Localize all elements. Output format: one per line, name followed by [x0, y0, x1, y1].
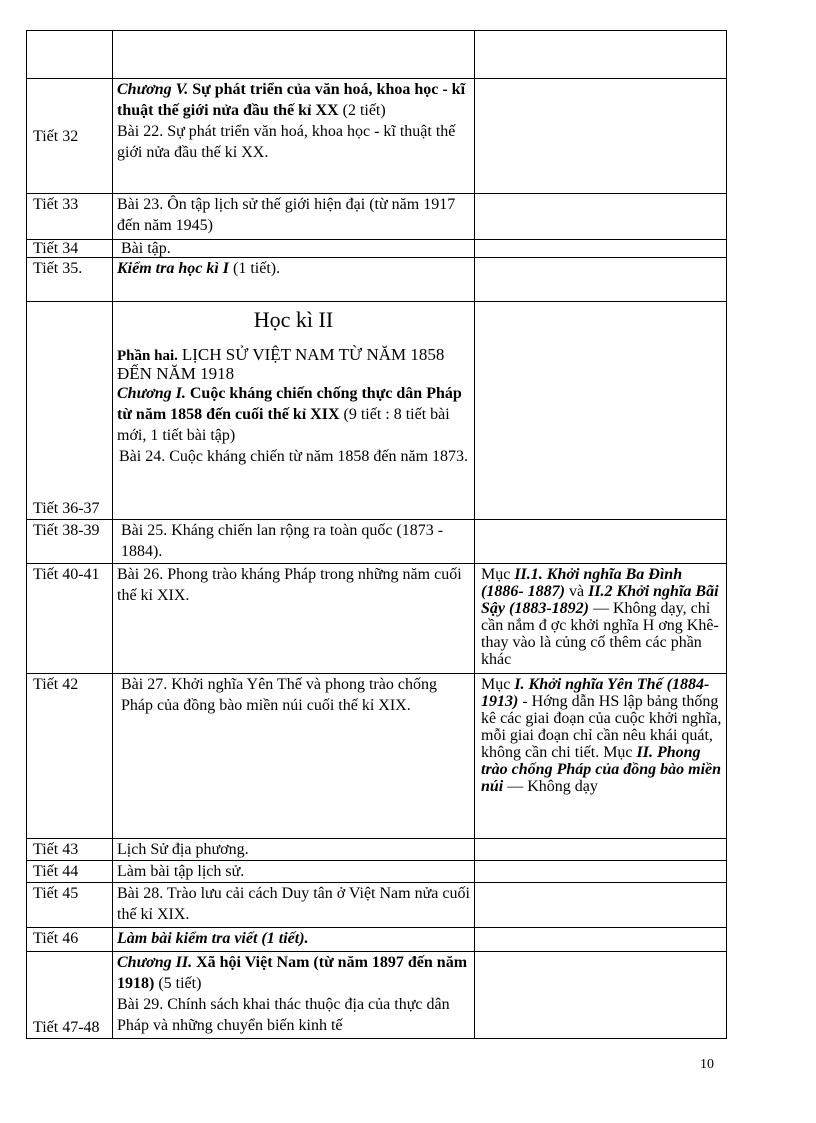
- period-cell: Tiết 43: [27, 839, 113, 861]
- note-cell: [475, 520, 727, 564]
- period-cell: [27, 31, 113, 79]
- period-cell: Tiết 47-48: [27, 952, 113, 1039]
- note-cell: [475, 674, 727, 839]
- content-cell: Bài 26. Phong trào kháng Pháp trong những năm cuối thế kỉ XIX.: [113, 564, 475, 674]
- note-cell: [475, 883, 727, 928]
- table-row: [27, 258, 727, 302]
- note-emphasis: II.1. Khởi nghĩa Ba Đình (1886- 1887): [481, 566, 683, 600]
- table-row: [27, 31, 727, 79]
- content-cell: Lịch Sử địa phương.: [113, 839, 475, 861]
- table-row: [27, 520, 727, 564]
- period-cell: Tiết 44: [27, 861, 113, 883]
- note-cell: [475, 240, 727, 258]
- note-text: — Không dạy, chỉ cần nắm đ ợc khởi nghĩa H ơng Khê- thay vào là củng cố thêm các phần khác: [481, 600, 719, 668]
- period-cell: Tiết 45: [27, 883, 113, 928]
- chapter-title: Cuộc kháng chiến chống thực dân Pháp từ năm 1858 đến cuối thế kỉ XIX: [117, 385, 462, 423]
- chapter-label: Chương I.: [117, 385, 186, 402]
- period-cell: Tiết 38-39: [27, 520, 113, 564]
- lesson-text: Bài 29. Chính sách khai thác thuộc địa của thực dân Pháp và những chuyển biến kinh tế: [117, 996, 450, 1034]
- chapter-extra: (9 tiết : 8 tiết bài mới, 1 tiết bài tập): [117, 406, 450, 444]
- note-and: và: [568, 583, 585, 600]
- period-cell: Tiết 40-41: [27, 564, 113, 674]
- note-cell: [475, 928, 727, 952]
- note-cell: [475, 302, 727, 520]
- note-prefix: Mục: [481, 676, 511, 693]
- table-row: [27, 240, 727, 258]
- note-text: — Không dạy: [507, 778, 598, 795]
- content-cell: Làm bài tập lịch sử.: [113, 861, 475, 883]
- table-row: [27, 79, 727, 194]
- part-title: LỊCH SỬ VIỆT NAM TỪ NĂM 1858 ĐẾN NĂM 1918: [117, 345, 445, 383]
- exam-extra: (1 tiết).: [233, 260, 281, 277]
- semester-heading: Học kì II: [253, 307, 334, 332]
- content-cell: Làm bài kiểm tra viết (1 tiết).: [113, 928, 475, 952]
- table-row: [27, 861, 727, 883]
- content-cell: [113, 79, 475, 194]
- chapter-title: Sự phát triển của văn hoá, khoa học - kĩ thuật thế giới nửa đầu thế kỉ XX: [117, 81, 466, 119]
- exam-label: Kiểm tra học kì I: [117, 260, 230, 277]
- note-cell: [475, 194, 727, 240]
- content-cell: Bài 27. Khởi nghĩa Yên Thế và phong trào chống Pháp của đồng bào miền núi cuối thế kỉ XIX.: [113, 674, 475, 839]
- note-emphasis: II.2 Khởi nghĩa Bãi Sậy (1883-1892): [481, 583, 719, 617]
- content-cell: Bài 28. Trào lưu cải cách Duy tân ở Việt Nam nửa cuối thế kỉ XIX.: [113, 883, 475, 928]
- table-row: [27, 883, 727, 928]
- period-cell: Tiết 42: [27, 674, 113, 839]
- table-row: [27, 928, 727, 952]
- period-cell: Tiết 32: [27, 79, 113, 194]
- content-cell: Bài tập.: [113, 240, 475, 258]
- table-row: [27, 674, 727, 839]
- chapter-extra: (5 tiết): [158, 975, 202, 992]
- chapter-title: Xã hội Việt Nam (từ năm 1897 đến năm 1918): [117, 954, 468, 992]
- note-text: - Hớng dẫn HS lập bảng thống kê các giai đoạn của cuộc khởi nghĩa, mỗi giai đoạn chỉ cần nêu khái quát, không cần chi tiết. Mục: [481, 693, 722, 761]
- chapter-extra: (2 tiết): [342, 102, 386, 119]
- period-cell: Tiết 33: [27, 194, 113, 240]
- content-cell: Bài 25. Kháng chiến lan rộng ra toàn quốc (1873 - 1884).: [113, 520, 475, 564]
- period-cell: Tiết 36-37: [27, 302, 113, 520]
- note-cell: [475, 258, 727, 302]
- page-number: 10: [700, 1057, 714, 1072]
- table-row: [27, 194, 727, 240]
- note-cell: [475, 79, 727, 194]
- note-emphasis: I. Khởi nghĩa Yên Thế (1884-1913): [481, 676, 710, 710]
- note-cell: [475, 564, 727, 674]
- note-emphasis: II. Phong trào chống Pháp của đồng bào miền núi: [481, 744, 722, 795]
- note-cell: [475, 839, 727, 861]
- content-cell: [113, 31, 475, 79]
- curriculum-table: [26, 30, 727, 1039]
- lesson-text: Bài 24. Cuộc kháng chiến từ năm 1858 đến năm 1873.: [119, 448, 469, 465]
- table-row: [27, 564, 727, 674]
- period-cell: Tiết 35.: [27, 258, 113, 302]
- period-cell: Tiết 34: [27, 240, 113, 258]
- note-cell: [475, 861, 727, 883]
- note-prefix: Mục: [481, 566, 511, 583]
- lesson-text: Bài 22. Sự phát triển văn hoá, khoa học - kĩ thuật thế giới nửa đầu thế kỉ XX.: [117, 123, 456, 161]
- content-cell: [113, 258, 475, 302]
- content-cell: [113, 302, 475, 520]
- content-cell: [113, 952, 475, 1039]
- table-row: [27, 302, 727, 520]
- period-cell: Tiết 46: [27, 928, 113, 952]
- table-row: [27, 952, 727, 1039]
- note-cell: [475, 952, 727, 1039]
- content-cell: Bài 23. Ôn tập lịch sử thế giới hiện đại (từ năm 1917 đến năm 1945): [113, 194, 475, 240]
- chapter-label: Chương V.: [117, 81, 189, 98]
- table-row: [27, 839, 727, 861]
- part-label: Phần hai.: [117, 348, 178, 364]
- note-cell: [475, 31, 727, 79]
- part-heading: [117, 346, 470, 383]
- chapter-label: Chương II.: [117, 954, 193, 971]
